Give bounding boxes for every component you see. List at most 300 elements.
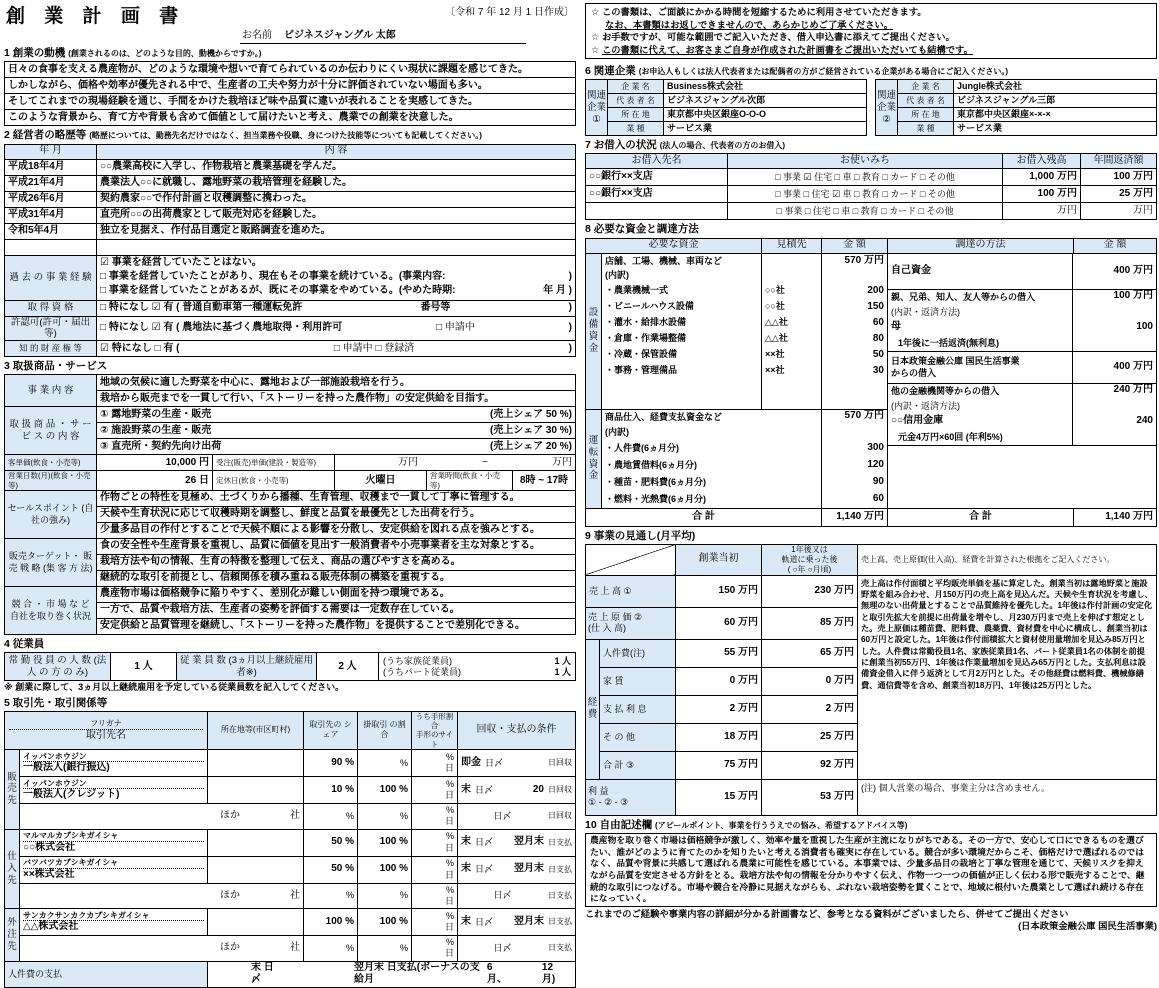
product-name: ② 施設野菜の生産・販売 — [100, 424, 212, 436]
cond-pay: 日支払 — [548, 864, 572, 874]
partner-share: 10 % — [304, 777, 358, 804]
ip-status-checkboxes: □ 申請中 □ 登録済 — [333, 342, 415, 354]
instruction-text-underlined: この書類に代えて、お客さまご自身が作成された計画書をご提出いただいても結構です。 — [601, 44, 973, 55]
loan-source: ○○銀行××支店 — [586, 169, 728, 186]
permit-close: ) — [568, 322, 572, 334]
career-year: 令和5年4月 — [5, 223, 97, 239]
loan-use-checkboxes: □ 事業 ☑ 住宅 □ 車 □ 教育 □ カード □ その他 — [728, 169, 1003, 186]
equipment-estimate: ○○社 — [762, 283, 822, 299]
bill-cell — [412, 751, 457, 776]
amount-header: 金 額 — [822, 238, 888, 253]
cond-days: 翌月末 — [514, 836, 544, 848]
section-10-note: (アピールポイント、事業を行ううえでの悩み、希望するアドバイス等) — [655, 820, 908, 830]
product-row — [100, 441, 572, 454]
cond-type: 末 — [461, 863, 471, 875]
partner-kana: マルマルカブシキガイシャ — [23, 831, 204, 842]
instruction-line — [591, 31, 1151, 44]
cogs-label-line: (仕 入 高) — [588, 623, 626, 634]
working-item: ・燃料・光熱費(6ヵ月分) — [602, 491, 822, 508]
sales-point-line: 作物ごとの特性を見極め、土づくりから播種、生育管理、収穫まで一貫して丁寧に管理する。 — [97, 491, 576, 507]
initial-period-header: 創業当初 — [676, 544, 762, 575]
partner-kana: サンカクサンカクカブシキガイシャ — [23, 911, 204, 922]
equipment-amount: 30 — [822, 363, 888, 379]
working-item: ・種苗・肥料費(6ヵ月分) — [602, 474, 822, 491]
working-item: (内訳) — [602, 426, 822, 440]
cond-type: 末 — [461, 783, 471, 795]
title-bar — [4, 3, 576, 29]
partner-cell — [20, 750, 208, 777]
instruction-text-underlined: なお、本書類はお返しできませんので、あらかじめご了承ください。 — [605, 19, 894, 30]
partner-name: 一般法人(クレジット) — [23, 789, 120, 801]
bill-day: 日 — [444, 790, 454, 801]
career-content: 直売所○○の出荷農家として販売対応を経験した。 — [97, 207, 576, 223]
competition-line: 一方で、品質や栽培方法、生産者の姿勢を評価する需要は一定数存在している。 — [97, 603, 576, 619]
product-share: (売上シェア 50 %) — [489, 408, 572, 420]
employee-breakdown — [379, 653, 576, 681]
personnel-initial: 55 万円 — [676, 639, 762, 667]
partner-address — [208, 829, 304, 856]
loan-source — [586, 203, 728, 220]
credit-ratio-header: 掛取引 の割合 — [358, 711, 412, 750]
partner-kana: イッパンホウジン — [23, 752, 204, 763]
equipment-amount: 200 — [822, 283, 888, 299]
working-funds-label: 運転資金 — [586, 409, 602, 508]
partner-cell — [20, 829, 208, 856]
past-option-quit-text: □ 事業を経営していたことがあるが、既にその事業をやめている。(やめた時期: — [100, 285, 456, 297]
later-header-line: 1年後又は — [791, 544, 828, 554]
other-partners — [23, 942, 300, 955]
industry-value: サービス業 — [664, 122, 867, 136]
partner-name: 一般法人(銀行振込) — [23, 762, 110, 774]
cond-collect: 日回収 — [547, 811, 572, 821]
employees-table — [4, 652, 576, 681]
equipment-amount: 60 — [822, 315, 888, 331]
past-option-none: ☑ 事業を経営していたことはない。 — [100, 256, 262, 268]
condition-cell — [461, 757, 572, 770]
instruction-line — [591, 44, 1151, 57]
motive-line: しかしながら、価格や効率が優先される中で、生産者の工夫や努力が十分に評価されていない場面も多い。 — [5, 78, 576, 94]
loan-source-header: お借入先名 — [586, 154, 728, 169]
permit-pending-checkbox: □ 申請中 — [436, 322, 475, 334]
fund-method-note: 1年後に一括返済(無利息) — [888, 336, 1072, 352]
bill-day: 日 — [444, 842, 454, 853]
fund-method: 母 — [891, 321, 901, 333]
bill-day: 日 — [444, 816, 454, 827]
working-amount: 60 — [822, 491, 888, 508]
competition-line: 安定供給と品質管理を継続し、「ストーリーを持った農作物」を提供することで差別化できる。 — [97, 619, 576, 635]
equipment-filler — [762, 379, 822, 409]
basis-text: 売上高は作付面積と平均販売単価を基に算定した。創業当初は露地野菜と施設野菜を組み合わせ、月150万円の売上高を見込んだ。天候や生育状況を考慮し、無理のない出荷量とすることで品質維持を優先した。1年後は作付計画の安定化と取引先拡大を前提に出荷量を増やし、月230万円まで売上を伸ばす想定とした。売上原価は種苗費、肥料費、農薬費、資材費を中心に構成し、創業当初は60万円と設定した。1年後は作付面積拡大と資材使用量増加を見込み85万円とした。人件費は常勤役員1名、家族従業員1名、パート従業員1名の体制を前提に創業当初55万円、1年後は作業量増加を見込み65万円とした。支払利息は設備資金借入に伴う返済として月2万円とした。その他経費は燃料費、機械修繕費、通信費等を含め、創業当初18万円、1年後は25万円とした。 — [858, 575, 1157, 779]
company-name-value: Jungle株式会社 — [954, 80, 1157, 94]
partner-name: ○○株式会社 — [23, 841, 76, 853]
working-item: ・人件費(6ヵ月分) — [602, 440, 822, 457]
loan-balance-header: お借入残高 — [1003, 154, 1081, 169]
other-label: ほか — [220, 810, 240, 822]
fund-method: ○○信用金庫 — [891, 415, 944, 427]
section-2-note: (略歴については、勤務先名だけではなく、担当業務や役職、身につけた技能等についても記載してください。) — [89, 131, 482, 141]
hours-value: 8時 ~ 17時 — [513, 471, 576, 491]
past-option-quit-close: 年 月 ) — [543, 285, 572, 297]
section-10-number: 10 — [585, 818, 597, 831]
target-strategy-line: 栽培方法や旬の情報、生育の特徴を整理して伝え、商品の選びやすさを高める。 — [97, 555, 576, 571]
condition-cell — [461, 890, 572, 901]
profit-formula: ① - ② - ③ — [588, 797, 629, 808]
past-experience-label: 過 去 の 事 業 経 験 — [5, 255, 97, 300]
working-amount — [822, 426, 888, 440]
condition-cell — [461, 784, 572, 797]
sales-point-line: 少量多品目の作付とすることで天候不順による影響を分散し、安定供給を図れる点を強みとする。 — [97, 523, 576, 539]
unit-price-value: 10,000 円 — [97, 455, 213, 471]
section-6-title: 関連企業 — [593, 65, 636, 78]
permit-text: □ 特になし ☑ 有 ( 農地法に基づく農地取得・利用許可 — [100, 322, 343, 334]
loan-balance: 万円 — [1003, 203, 1081, 220]
equipment-item: ・ビニールハウス設備 — [602, 299, 762, 315]
conditions-header: 回収・支払の条件 — [458, 711, 576, 750]
loan-use-header: お使いみち — [728, 154, 1003, 169]
cond-close-day: 日〆 — [475, 837, 494, 847]
loan-repayment: 万円 — [1081, 203, 1157, 220]
past-option-quit — [100, 285, 572, 299]
section-3-heading — [4, 360, 576, 373]
fund-amount: 400 万円 — [1072, 254, 1156, 290]
cond-pay: 日支払 — [548, 917, 572, 927]
loan-balance: 1,000 万円 — [1003, 169, 1081, 186]
required-funds-header: 必要な資金 — [586, 238, 762, 253]
fund-amount — [1072, 336, 1156, 352]
motive-line: このような背景から、育て方や背景も含めて価値として届けたいと考え、農業での創業を決意した。 — [5, 110, 576, 126]
past-experience-options — [97, 255, 576, 300]
cogs-later: 85 万円 — [762, 607, 858, 639]
rent-row-label: 家 賃 — [600, 667, 676, 695]
partner-cell — [20, 777, 208, 804]
representative-value: ビジネスジャングル三郎 — [954, 94, 1157, 108]
fund-amount: 100 万円 — [1072, 290, 1156, 306]
career-content: 独立を見据え、作付品目選定と販路調査を進めた。 — [97, 223, 576, 239]
equipment-item: ・灌水・給排水設備 — [602, 315, 762, 331]
officers-count-label: 常 勤 役 員 の 人 数 (法 人 の 方 の み) — [5, 653, 111, 681]
section-7-title: お借入の状況 — [593, 139, 657, 152]
motive-table — [4, 61, 576, 126]
business-content-line: 栽培から販売までを一貫して行い、「ストーリーを持った農作物」の安定供給を目指す。 — [97, 391, 576, 407]
motive-line: そしてこれまでの現場経験を通じ、手間をかけた栽培ほど味や品質に違いが表れることを実感してきた。 — [5, 94, 576, 110]
equipment-item: (内訳) — [602, 269, 762, 283]
holiday-value: 火曜日 — [335, 471, 427, 491]
order-price-to-unit: 万円 — [551, 456, 572, 468]
business-days-value: 26 日 — [97, 471, 213, 491]
other-label: ほか — [220, 889, 240, 901]
cond-close-day: 日〆 — [493, 810, 512, 821]
qualification-number-label: 番号等 — [420, 301, 451, 313]
total-label-right: 合 計 — [888, 508, 1074, 526]
partner-address — [208, 909, 304, 936]
section-5-number: 5 — [4, 696, 10, 709]
target-strategy-label: 販売ターゲット・ 販 売 戦 略 (集 客 方 法) — [5, 539, 97, 587]
cond-type: 即金 — [461, 756, 481, 768]
cond-days: 翌月末 — [514, 863, 544, 875]
permit-value — [100, 322, 572, 335]
fund-amount — [1072, 430, 1156, 446]
section-8-number: 8 — [585, 223, 591, 236]
equipment-estimate: △△社 — [762, 315, 822, 331]
products-table — [4, 374, 576, 455]
loan-use-checkboxes: □ 事業 □ 住宅 □ 車 □ 教育 □ カード □ その他 — [728, 203, 1003, 220]
address-key: 所 在 地 — [608, 108, 664, 122]
equipment-funds-label: 設備資金 — [586, 253, 602, 409]
employees-note: ※ 創業に際して、3ヵ月以上継続雇用を予定している従業員数を記入してください。 — [4, 682, 345, 693]
sales-initial: 150 万円 — [676, 575, 762, 607]
officers-count-value: 1 人 — [111, 653, 177, 681]
expenses-total-later: 92 万円 — [762, 751, 858, 779]
partner-share: % — [304, 936, 358, 962]
cond-days: 20 — [532, 783, 544, 795]
total-amount-right: 1,140 万円 — [1074, 508, 1157, 526]
section-1-note: (創業されるのは、どのような目的、動機からですか。) — [68, 49, 262, 59]
target-strategy-line: 継続的な取引を前提とし、信頼関係を積み重ねる販売体制の構築を重視する。 — [97, 571, 576, 587]
address-key: 所 在 地 — [898, 108, 954, 122]
left-column — [4, 3, 576, 988]
partner-name-header — [5, 711, 208, 750]
bill-day: 日 — [444, 895, 454, 906]
product-row — [100, 425, 572, 438]
bill-percent: % — [445, 884, 454, 895]
rent-later: 0 万円 — [762, 667, 858, 695]
profit-row-label — [586, 779, 676, 815]
section-3-title: 取扱商品・サービス — [12, 360, 108, 373]
condition-cell — [461, 916, 572, 929]
partner-share: % — [304, 804, 358, 830]
section-5-heading — [4, 697, 576, 710]
interest-initial: 2 万円 — [676, 695, 762, 723]
order-price-range — [338, 457, 572, 470]
companies-label: 社 — [290, 889, 300, 901]
suppliers-group-label: 仕入先 — [5, 829, 20, 909]
bonus-month-1: 6 月、 — [486, 961, 507, 986]
partner-credit: 100 % — [358, 829, 412, 856]
partner-credit: % — [358, 883, 412, 909]
cond-pay: 日支払 — [547, 890, 572, 900]
bill-day: 日 — [444, 922, 454, 933]
company-name-value: Business株式会社 — [664, 80, 867, 94]
bill-day: 日 — [444, 763, 454, 774]
free-text-box: 農産物を取り巻く市場は価格競争が激しく、効率や量を重視した生産が主流になりがちである。その一方で、安心して口にできるものを選びたい、誰がどのように育てたのかを知りたいと考える消費者も確実に存在している。競合が多い環境だからこそ、価格だけで選ばれるのではなく、品質や背景に共感して選ばれる農業に可能性を感じている。本事業では、少量多品目の栽培と丁寧な管理を通じて、天候リスクを抑えながら品質を安定させる方針をとる。栽培方法や旬の情報を分かりやすく伝え、作物一つ一つの価値が正しく伝わる形で販売することで、継続的な取引につなげる。市場や競合を冷静に見据えながらも、ぶれない栽培姿勢を貫くことで、地域に根付いた農業として選ばれ続ける存在になっていく。 — [585, 833, 1157, 907]
industry-key: 業 種 — [608, 122, 664, 136]
section-10-title: 自由記述欄 — [599, 818, 653, 831]
cond-type: 末 — [461, 915, 471, 927]
career-year — [5, 239, 97, 255]
fund-method-note: 元金4万円×60回 (年利5%) — [888, 430, 1072, 446]
profit-label-line: 利 益 — [588, 785, 609, 796]
section-6-number: 6 — [585, 65, 591, 78]
interest-later: 2 万円 — [762, 695, 858, 723]
bill-header — [412, 711, 458, 750]
wage-payment-value — [211, 962, 572, 987]
partner-name: ××株式会社 — [23, 868, 75, 880]
company-name-key: 企 業 名 — [608, 80, 664, 94]
rent-initial: 0 万円 — [676, 667, 762, 695]
section-4-heading — [4, 638, 576, 651]
bill-cell — [412, 884, 457, 909]
fund-method — [888, 352, 1072, 384]
order-price-label: 受注(販売)単価(建設・製造等) — [213, 455, 335, 471]
page-title: 創 業 計 画 書 — [6, 6, 186, 27]
partner-address — [208, 777, 304, 804]
right-column — [585, 3, 1157, 988]
kana-header: フリガナ — [9, 719, 203, 730]
other-label: ほか — [220, 942, 240, 954]
qualification-text: □ 特になし ☑ 有 ( 普通自動車第一種運転免許 — [100, 301, 303, 313]
section-1-title: 創業の動機 — [12, 47, 66, 60]
product-name: ③ 直売所・契約先向け出荷 — [100, 440, 222, 452]
other-expenses-row-label: そ の 他 — [600, 723, 676, 751]
fund-filler — [1072, 446, 1156, 447]
profit-initial: 15 万円 — [676, 779, 762, 815]
sales-row-label: 売 上 高 ① — [586, 575, 676, 607]
product-name: ① 露地野菜の生産・販売 — [100, 408, 212, 420]
later-header-line: 軌道に乗った後 — [781, 554, 838, 564]
target-strategy-line: 食の安全性や生産背景を重視し、品質に価値を見出す一般消費者や小売事業者を主な対象とする。 — [97, 539, 576, 555]
career-year: 平成31年4月 — [5, 207, 97, 223]
bill-percent: % — [445, 910, 454, 921]
career-col-year: 年 月 — [5, 144, 97, 159]
condition-cell — [461, 811, 572, 822]
address-header: 所在地等(市区町村) — [208, 711, 304, 750]
fund-method: 他の金融機関等からの借入 — [891, 386, 1000, 397]
cond-close-day: 日〆 — [475, 864, 494, 874]
amount-header-2: 金 額 — [1074, 238, 1157, 253]
partner-cell — [20, 909, 208, 936]
condition-cell — [461, 943, 572, 954]
motive-line: 日々の食事を支える農産物が、どのような環境や想いで育てられているのか伝わりにくい現状に課題を感じてきた。 — [5, 62, 576, 78]
condition-cell — [461, 836, 572, 849]
section-2-title: 経営者の略歴等 — [12, 129, 87, 142]
past-option-current-text: □ 事業を経営していたことがあり、現在もその事業を続けている。(事業内容: — [100, 271, 446, 283]
bill-percent: % — [445, 778, 454, 789]
competition-label: 競 合 ・ 市 場 な ど 自社を取り巻く状況 — [5, 587, 97, 635]
fund-amount: 240 — [1072, 414, 1156, 430]
range-tilde: ~ — [482, 456, 488, 468]
section-6-heading — [585, 65, 1157, 78]
created-date: 〔令和 7 年 12 月 1 日作成〕 — [445, 7, 574, 18]
career-year: 平成21年4月 — [5, 175, 97, 191]
later-header-line: ( ○年 ○月頃) — [787, 564, 832, 574]
partner-credit: 100 % — [358, 856, 412, 883]
equipment-estimate: △△社 — [762, 331, 822, 347]
section-1-heading — [4, 47, 576, 60]
partner-share: 90 % — [304, 750, 358, 777]
equipment-amount: 150 — [822, 299, 888, 315]
fund-amount — [1072, 306, 1156, 320]
sales-later: 230 万円 — [762, 575, 858, 607]
partner-share: % — [304, 883, 358, 909]
partner-share: 100 % — [304, 909, 358, 936]
qualification-close: ) — [568, 301, 572, 313]
funding-methods-cell — [888, 253, 1157, 508]
related-company-1-label: 関連企業① — [586, 80, 608, 136]
cond-close-day: 日〆 — [493, 890, 512, 901]
bonus-month-2: 12 月) — [541, 961, 556, 986]
fund-amount: 240 万円 — [1072, 384, 1156, 400]
instruction-line — [591, 19, 1151, 32]
part-employees-row — [383, 667, 571, 678]
bill-day: 日 — [444, 869, 454, 880]
hours-label: 営業時間(飲食・小売等) — [427, 471, 513, 491]
section-5-title: 取引先・取引関係等 — [12, 696, 108, 709]
price-table — [4, 454, 576, 491]
qualification-value — [100, 302, 572, 315]
partners-table — [4, 711, 576, 988]
family-employees-value: 1 人 — [554, 655, 571, 666]
section-7-heading — [585, 139, 1157, 152]
cond-collect: 日回収 — [548, 758, 572, 768]
partner-name-header-label: 取引先名 — [86, 729, 126, 741]
bill-day: 日 — [444, 948, 454, 959]
career-content: 契約農家○○で作付計画と収穫調整に携わった。 — [97, 191, 576, 207]
equipment-item: ・倉庫・作業場整備 — [602, 331, 762, 347]
personnel-row-label: 人件費(注) — [600, 639, 676, 667]
career-content: 農業法人○○に就職し、露地野菜の栽培管理を経験した。 — [97, 175, 576, 191]
name-value: ビジネスジャングル 太郎 — [284, 29, 396, 41]
section-9-number: 9 — [585, 529, 591, 542]
bill-percent: % — [445, 937, 454, 948]
ip-value — [100, 343, 572, 356]
partner-address — [208, 856, 304, 883]
instruction-text: この書類は、ご面談にかかる時間を短縮するために利用させていただきます。 — [601, 7, 927, 17]
partner-kana: バツバツカブシキガイシャ — [23, 858, 204, 869]
section-7-note: (法人の場合、代表者の方のお借入) — [659, 141, 786, 151]
other-partners — [23, 810, 300, 823]
employee-count-value: 2 人 — [317, 653, 379, 681]
section-4-number: 4 — [4, 638, 10, 651]
wage-closing: 末 日〆 — [251, 961, 274, 986]
footer-org: (日本政策金融公庫 国民生活事業) — [1018, 920, 1157, 931]
subcontractors-group-label: 外注先 — [5, 909, 20, 962]
representative-key: 代 表 者 名 — [608, 94, 664, 108]
wage-payment-label: 人件費の支払 — [5, 961, 208, 987]
ip-close: ) — [568, 342, 572, 354]
partner-credit: 100 % — [358, 777, 412, 804]
experience-table — [4, 255, 576, 358]
equipment-item: ・農業機械一式 — [602, 283, 762, 299]
equipment-filler — [602, 379, 762, 409]
working-amount: 90 — [822, 474, 888, 491]
bill-cell — [412, 857, 457, 882]
competition-line: 農産物市場は価格競争に陥りやすく、差別化が難しい側面を持つ環境である。 — [97, 587, 576, 603]
career-year: 平成18年4月 — [5, 159, 97, 175]
basis-header: 売上高、売上原価(仕入高)、経費を計算された根拠をご記入ください。 — [858, 544, 1157, 575]
star-icon: ☆ — [591, 7, 600, 17]
bill-percent: % — [445, 751, 454, 762]
name-label: お名前 — [242, 29, 272, 41]
equipment-amount: 80 — [822, 331, 888, 347]
interest-row-label: 支 払 利 息 — [600, 695, 676, 723]
related-company-2-label: 関連企業② — [876, 80, 898, 136]
equipment-amount: 50 — [822, 347, 888, 363]
cond-days: 翌月末 — [514, 915, 544, 927]
cond-close-day: 日〆 — [485, 757, 504, 768]
strategy-table — [4, 490, 576, 635]
partner-credit: % — [358, 936, 412, 962]
qualification-label: 取 得 資 格 — [5, 300, 97, 316]
partner-kana: イッパンホウジン — [23, 779, 204, 790]
unit-price-label: 客単価(飲食・小売等) — [5, 455, 97, 471]
equipment-item: ・冷蔵・保管設備 — [602, 347, 762, 363]
instruction-text: お手数ですが、可能な範囲でご記入いただき、借入申込書に添えてご提出ください。 — [601, 32, 955, 43]
expenses-total-row-label: 合 計 ③ — [600, 751, 676, 779]
fund-amount — [1072, 400, 1156, 414]
funding-table — [585, 238, 1157, 527]
share-header: 取引先の シェア — [304, 711, 358, 750]
partner-name: △△株式会社 — [23, 921, 79, 933]
